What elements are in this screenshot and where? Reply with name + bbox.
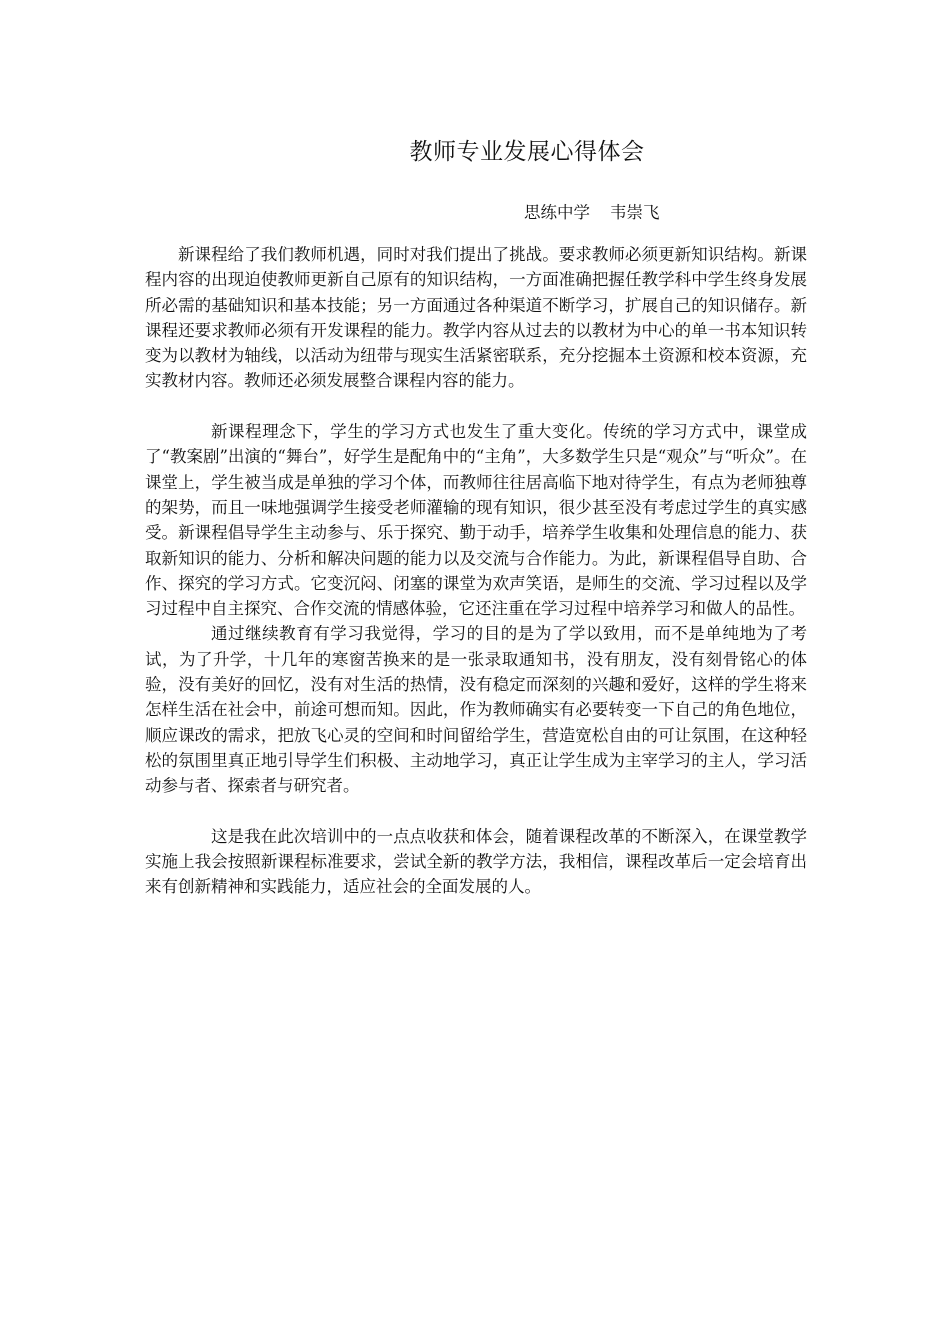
paragraph-1: 新课程给了我们教师机遇，同时对我们提出了挑战。要求教师必须更新知识结构。新课程内容的出现迫使教师更新自己原有的知识结构，一方面准确把握任教学科中学生终身发展所必需的基础知识和基本技能；另一方面通过各种渠道不断学习，扩展自己的知识储存。新课程还要求教师必须有开发课程的能力。教学内容从过去的以教材为中心的单一书本知识转变为以教材为轴线，以活动为纽带与现实生活紧密联系，充分挖掘本土资源和校本资源，充实教材内容。教师还必须发展整合课程内容的能力。 — [145, 245, 807, 391]
paragraph-4: 这是我在此次培训中的一点点收获和体会，随着课程改革的不断深入，在课堂教学实施上我会按照新课程标准要求，尝试全新的教学方法，我相信，课程改革后一定会培育出来有创新精神和实践能力，适应社会的全面发展的人。 — [145, 826, 807, 897]
author-school: 思练中学 — [524, 203, 590, 222]
author-byline — [524, 199, 660, 223]
paragraph-3: 通过继续教育有学习我觉得，学习的目的是为了学以致用，而不是单纯地为了考试，为了升学，十几年的寒窗苦换来的是一张录取通知书，没有朋友，没有刻骨铭心的体验，没有美好的回忆，没有对生活的热情，没有稳定而深刻的兴趣和爱好，这样的学生将来怎样生活在社会中，前途可想而知。因此，作为教师确实有必要转变一下自己的角色地位，顺应课改的需求，把放飞心灵的空间和时间留给学生，营造宽松自由的可让氛围，在这种轻松的氛围里真正地引导学生们积极、主动地学习，真正让学生成为主宰学习的主人，学习活动参与者、探索者与研究者。 — [145, 624, 807, 796]
document-title: 教师专业发展心得体会 — [409, 139, 645, 165]
paragraph-2: 新课程理念下，学生的学习方式也发生了重大变化。传统的学习方式中，课堂成了“教案剧”出演的“舞台”，好学生是配角中的“主角”，大多数学生只是“观众”与“听众”。在课堂上，学生被当成是单独的学习个体，而教师往往居高临下地对待学生，有点为老师独尊的架势，而且一味地强调学生接受老师灌输的现有知识，很少甚至没有考虑过学生的真实感受。新课程倡导学生主动参与、乐于探究、勤于动手，培养学生收集和处理信息的能力、获取新知识的能力、分析和解决问题的能力以及交流与合作能力。为此，新课程倡导自助、合作、探究的学习方式。它变沉闷、闭塞的课堂为欢声笑语，是师生的交流、学习过程以及学习过程中自主探究、合作交流的情感体验，它还注重在学习过程中培养学习和做人的品性。 — [145, 422, 807, 619]
document-body — [145, 242, 807, 900]
author-name: 韦崇飞 — [610, 203, 660, 222]
